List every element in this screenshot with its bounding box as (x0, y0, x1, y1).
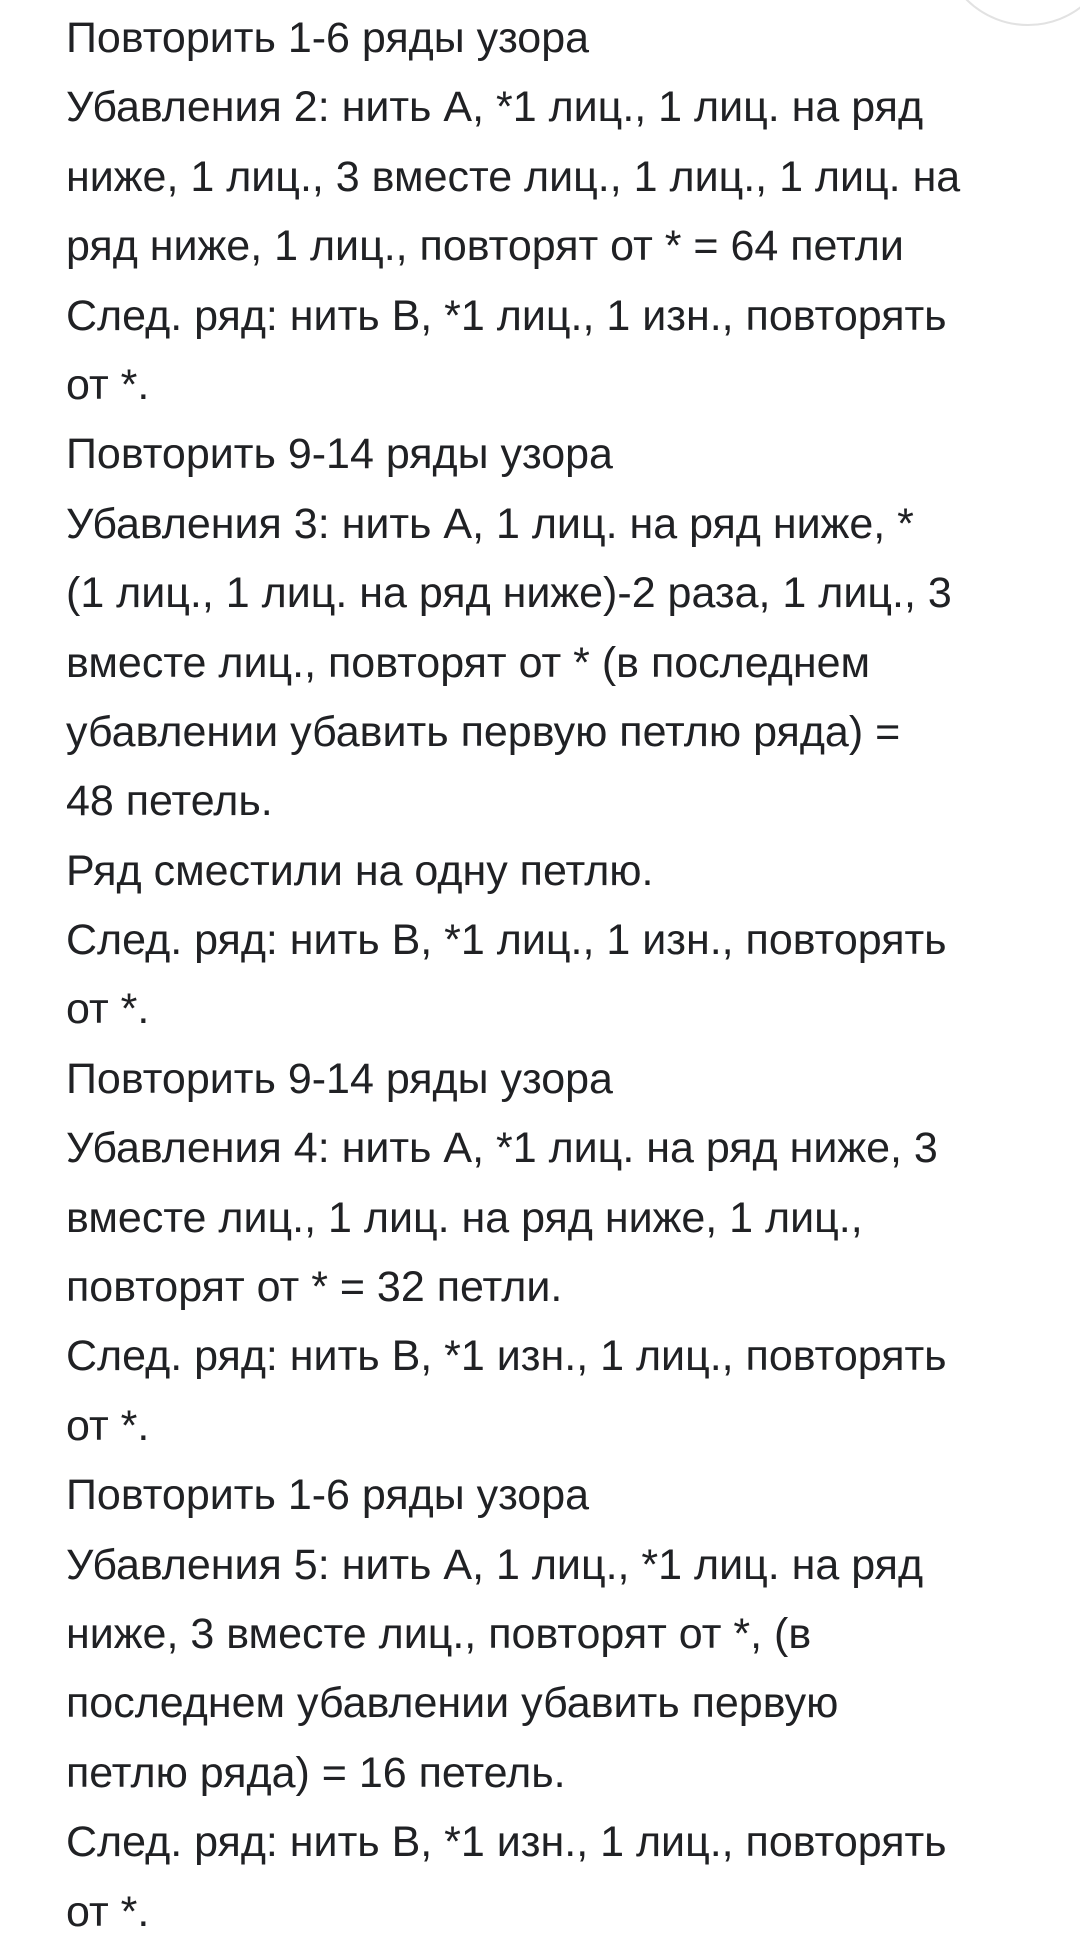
text-line: След. ряд: нить В, *1 лиц., 1 изн., повторять (66, 291, 947, 340)
text-line: Повторить 9-14 ряды узора (66, 1054, 613, 1103)
text-line: Повторить 9-14 ряды узора (66, 430, 613, 479)
text-line: повторят от * = 32 петли. (66, 1263, 563, 1312)
text-line: ниже, 1 лиц., 3 вместе лиц., 1 лиц., 1 лиц. на (66, 152, 961, 201)
text-line: ниже, 3 вместе лиц., повторят от *, (в (66, 1609, 812, 1658)
text-line: Повторить 1-6 ряды узора (66, 1471, 590, 1520)
text-line: След. ряд: нить В, *1 изн., 1 лиц., повторять (66, 1332, 947, 1381)
text-line: (1 лиц., 1 лиц. на ряд ниже)-2 раза, 1 лиц., 3 (66, 569, 952, 618)
text-line: убавлении убавить первую петлю ряда) = (66, 707, 901, 756)
text-line: вместе лиц., 1 лиц. на ряд ниже, 1 лиц., (66, 1193, 863, 1242)
text-line: от *. (66, 360, 150, 409)
text-line: Убавления 2: нить А, *1 лиц., 1 лиц. на ряд (66, 83, 924, 132)
instructions-text (66, 4, 1046, 1947)
text-line: 48 петель. (66, 777, 273, 826)
text-line: от *. (66, 1887, 150, 1936)
text-line: Убавления 4: нить А, *1 лиц. на ряд ниже, 3 (66, 1124, 938, 1173)
text-line: Ряд сместили на одну петлю. (66, 846, 654, 895)
text-line: от *. (66, 1401, 150, 1450)
text-line: Повторить 1-6 ряды узора (66, 14, 590, 62)
text-line: ряд ниже, 1 лиц., повторят от * = 64 петли (66, 222, 904, 271)
text-line: от *. (66, 985, 150, 1034)
text-line: Убавления 5: нить А, 1 лиц., *1 лиц. на ряд (66, 1540, 924, 1589)
text-line: последнем убавлении убавить первую (66, 1679, 839, 1728)
text-line: След. ряд: нить В, *1 лиц., 1 изн., повторять (66, 916, 947, 965)
text-line: вместе лиц., повторят от * (в последнем (66, 638, 871, 687)
text-line: петлю ряда) = 16 петель. (66, 1748, 566, 1797)
text-line: След. ряд: нить В, *1 изн., 1 лиц., повторять (66, 1818, 947, 1867)
text-line: Убавления 3: нить А, 1 лиц. на ряд ниже, * (66, 499, 914, 548)
